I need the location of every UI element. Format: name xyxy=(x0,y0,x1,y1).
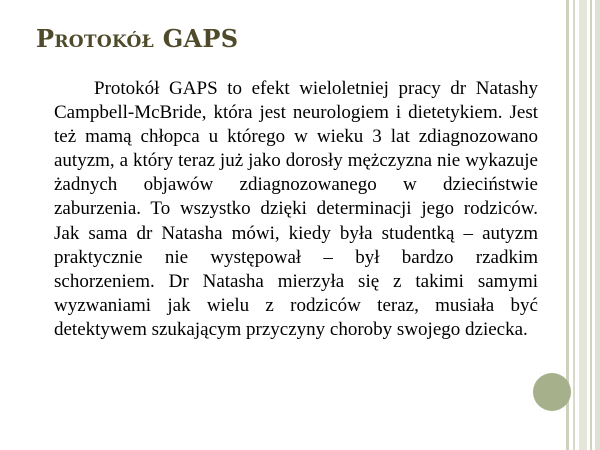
stripe-3 xyxy=(579,0,587,450)
stripe-5 xyxy=(595,0,600,450)
slide-title: Protokół GAPS xyxy=(36,24,239,53)
accent-circle xyxy=(533,373,571,411)
stripe-4 xyxy=(590,0,592,450)
stripe-2 xyxy=(573,0,575,450)
decorative-stripes xyxy=(566,0,600,450)
slide-body-text: Protokół GAPS to efekt wieloletniej pracy dr Natashy Campbell-McBride, która jest neurologiem i dietetykiem. Jest też mamą chłopca u którego w wieku 3 lat zdiagnozowano autyzm, a który teraz już jako dorosły mężczyzna nie wykazuje żadnych objawów zdiagnozowanego w dzieciństwie zaburzenia. To wszystko dzięki determinacji jego rodziców. Jak sama dr Natasha mówi, kiedy była studentką – autyzm praktycznie nie występował – był bardzo rzadkim schorzeniem. Dr Natasha mierzyła się z takimi samymi wyzwaniami jak wielu z rodziców teraz, musiała być detektywem szukającym przyczyny choroby swojego dziecka. xyxy=(54,78,538,340)
